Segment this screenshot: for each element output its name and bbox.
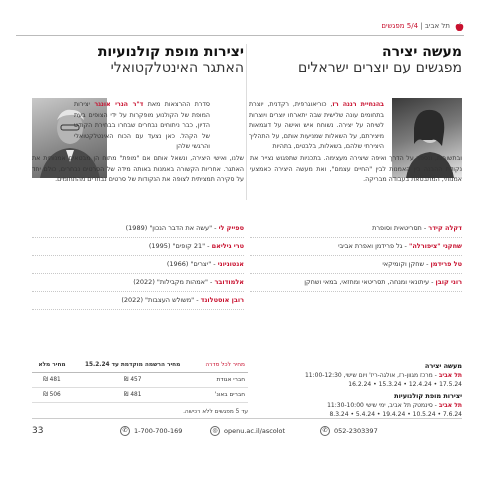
schedule-dates: 7.6.24 • 10.5.24 • 19.4.24 • 5.4.24 • 8.3.24 — [329, 411, 462, 418]
right-subtitle: מפגשים עם יוצרים ישראלים — [297, 60, 462, 76]
film-title: - "21 קופים" (1995) — [148, 242, 212, 250]
left-paragraph-2: שלנו, ואישי היצירה, ונשאל אותם אם "מופת" מתוח הן מבטאים אמנותית את האתגר. אחריות הקשורה באמנות באותה מידה של הסרטים נבחרים, כולם יחד על סקירה תמציתית לצופה את הנקודות של סרטים נבחרים מהתחומים. — [32, 155, 244, 184]
table-cell: חברי אגודת — [193, 373, 248, 388]
table-cell: חברים באונ' — [193, 388, 248, 403]
phone-icon: ✆ — [120, 426, 130, 436]
column-header: מחיר לכל סדרה — [193, 358, 248, 373]
table-note: עד 5 מפגשים ללא רכישה. — [183, 409, 248, 415]
director-name: ספייק לי — [218, 224, 244, 232]
left-title: יצירות מופת קולנועיות — [97, 44, 244, 60]
table-cell: 481 ₪ — [72, 388, 193, 403]
schedule-title: יצירות מופת קולנועיות — [394, 392, 462, 400]
column-header: מחיר הרשמה מוקדמת עד 15.2.24 — [72, 358, 193, 373]
table-cell: 457 ₪ — [72, 373, 193, 388]
list-item — [32, 220, 244, 238]
list-item — [32, 292, 244, 310]
right-intro-paragraph — [249, 100, 384, 153]
director-name: טרי גיליאם — [211, 242, 244, 250]
header-page-fraction: 5/4 — [406, 22, 419, 30]
speaker-role: - תסריטאית וסופרת — [372, 224, 429, 232]
phone-number: 1-700-700-169 — [134, 427, 183, 435]
header-meetings: מפגשים — [381, 22, 407, 30]
table-row — [32, 373, 248, 388]
page-number: 33 — [32, 426, 44, 436]
header-divider — [16, 35, 464, 36]
list-item — [250, 238, 462, 256]
schedule-dates: 17.5.24 • 12.4.24 • 15.3.24 • 16.2.24 — [348, 381, 462, 388]
column-header: מחיר מלא — [32, 358, 72, 373]
right-paragraph-1: עונה שלישית שבה יתארחו יוצרים ויוצרות לשיחה על יצירה. נשוחח איש ואישה על דוגמאות מיצירתם, על השאלות שמניעות אותם, על התהליך היצירתי שלהם, בשאלות, בלבטים, בתהיות — [249, 111, 384, 151]
right-host-name: בהנחיית רננה רז — [332, 101, 384, 108]
phone-number: 052-2303397 — [334, 427, 378, 435]
whatsapp-icon: ✆ — [320, 426, 330, 436]
speaker-name: טל פרידמן — [430, 260, 462, 268]
left-column-heading — [32, 44, 244, 76]
footer-phone-2[interactable] — [320, 426, 378, 436]
schedule-box — [250, 362, 462, 422]
header-city: תל אביב — [424, 22, 450, 30]
price-grid — [32, 358, 248, 403]
footer-phone-1[interactable] — [120, 426, 182, 436]
table-header-row — [32, 358, 248, 373]
schedule-location: תל אביב — [438, 402, 462, 409]
footer-website-link[interactable] — [210, 426, 285, 436]
list-item — [32, 256, 244, 274]
globe-icon: ◎ — [210, 426, 220, 436]
speaker-role: - שחקן וקומיקאי — [382, 260, 431, 268]
left-intro-prefix: סדרת ההרצאות מאת — [143, 101, 210, 108]
left-host-name: ד"ר הנרי אונגר — [94, 101, 144, 108]
table-cell: 506 ₪ — [32, 388, 72, 403]
table-row — [32, 388, 248, 403]
apple-icon — [455, 22, 464, 32]
film-title: - "אמהות מקבילות" (2022) — [133, 278, 215, 286]
right-speakers-list — [250, 220, 462, 292]
film-title: - "עשה את הדבר הנכון" (1989) — [125, 224, 219, 232]
speaker-name: שחקני "ציפורלה" — [408, 242, 462, 250]
director-name: אנטוניוני — [217, 260, 244, 268]
speaker-role: - גל פרידמן ואפרת אביבי — [338, 242, 409, 250]
schedule-details: - מרכז מגוון-רז, אולגה-ריז' ויום שישי, 11:00-12:30 — [304, 372, 439, 379]
price-table — [32, 358, 248, 415]
list-item — [32, 238, 244, 256]
speaker-name: דקלה קידר — [428, 224, 462, 232]
header-title — [381, 22, 450, 30]
left-intro-paragraph — [74, 100, 210, 153]
film-title: - "משולש העצבות" (2022) — [121, 296, 201, 304]
table-cell: 481 ₪ — [32, 373, 72, 388]
right-title: מעשה יצירה — [382, 44, 462, 60]
schedule-title: מעשה יצירה — [424, 362, 462, 370]
schedule-block-1 — [250, 362, 462, 389]
column-divider — [246, 44, 247, 200]
schedule-location: תל אביב — [438, 372, 462, 379]
footer-divider — [32, 418, 462, 419]
director-name: רובן אוסטלונד — [200, 296, 244, 304]
list-item — [250, 256, 462, 274]
speaker-role: - עיתונאי ומנחה, תסריטאי ומחזאי, במאי ושחקן — [304, 278, 436, 286]
right-host-description: , כוריאוגרפית, רקדנית, יוצרת בתחומים — [249, 101, 384, 119]
director-name: אלמודובר — [214, 278, 244, 286]
left-subtitle: האתגר האינטלקטואלי — [110, 60, 244, 76]
film-title: - "יצרים" (1966) — [166, 260, 218, 268]
page-header — [16, 22, 464, 34]
header-separator: | — [418, 22, 425, 30]
list-item — [250, 220, 462, 238]
list-item — [250, 274, 462, 292]
left-films-list — [32, 220, 244, 310]
right-paragraph-2: ובתשובות, ונספר על הדרך ואיפה שיצירה מעצימה. בתכניות שתפגוש נצייר את נקודת ההבנה בין האמנות לבין "החיים עצמם", ואת מעשה היצירה כאמצעי אמנותי, המתבטאת בעבודה מבריקה. — [250, 155, 462, 184]
website-url: openu.ac.il/ascolot — [224, 427, 286, 435]
schedule-block-2 — [250, 392, 462, 419]
schedule-line — [250, 371, 462, 380]
right-column-heading — [250, 44, 462, 76]
left-paragraph-1: יצירות המופת של הקולנוע מופקרות על ידי הצופים בעת הדיון, כבר ניתוחים נבחרים שבחרו בבחירת הקודש של הקהל. כאן נצעד עם הכוח האינטלקטואלי והרגשי שלהן — [74, 101, 210, 151]
list-item — [32, 274, 244, 292]
schedule-details: - סינמטק תל אביב, ימי שישי 11:30-10:00 — [327, 402, 439, 409]
schedule-line — [250, 401, 462, 410]
speaker-name: רוני קובן — [435, 278, 462, 286]
